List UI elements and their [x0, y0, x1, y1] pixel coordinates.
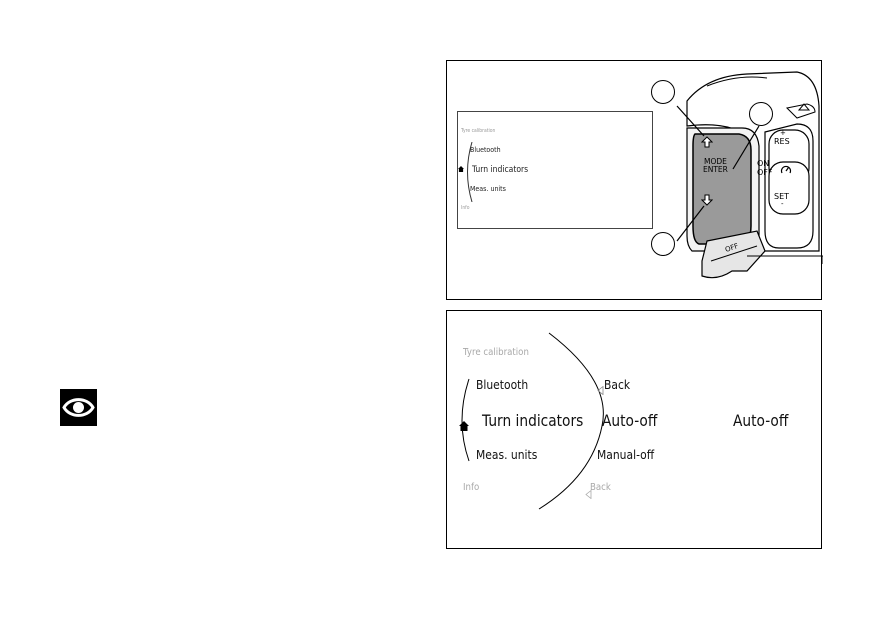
off-label: OFF — [757, 168, 773, 177]
set-sign: - — [781, 200, 784, 208]
menu-back-top[interactable]: Back — [604, 377, 631, 392]
menu-screen — [446, 310, 822, 549]
set-label: SET — [774, 192, 790, 201]
callout-badge-1 — [651, 80, 675, 104]
mini-item-meas-units: Meas. units — [470, 185, 506, 193]
on-label: ON — [757, 159, 770, 168]
back-arrow-icon — [597, 380, 604, 399]
on-off-label — [757, 159, 773, 177]
switchgear-drawing — [647, 66, 823, 298]
mini-item-info: Info — [461, 205, 470, 211]
menu-item-info[interactable]: Info — [463, 482, 480, 493]
menu-item-tyre-calibration[interactable]: Tyre calibration — [463, 347, 529, 358]
arrow-up-icon — [701, 133, 713, 152]
display-preview — [457, 111, 653, 229]
mode-label: MODE — [704, 157, 727, 166]
res-sign: + — [780, 129, 786, 137]
menu-item-meas-units[interactable]: Meas. units — [476, 447, 538, 462]
eye-icon — [60, 389, 97, 426]
callout-badge-2 — [749, 102, 773, 126]
confirmed-auto-off: Auto-off — [733, 411, 789, 430]
mini-item-turn-indicators: Turn indicators — [472, 165, 529, 175]
arrow-down-icon — [701, 191, 713, 210]
mini-arc — [463, 142, 473, 202]
menu-item-turn-indicators[interactable]: Turn indicators — [482, 411, 584, 430]
menu-item-bluetooth[interactable]: Bluetooth — [476, 377, 529, 392]
enter-label: ENTER — [703, 165, 728, 174]
callout-badge-3 — [651, 232, 675, 256]
res-label: RES — [774, 137, 790, 146]
mini-item-bluetooth: Bluetooth — [470, 146, 501, 154]
dimmer-off-label: OFF — [724, 242, 740, 254]
menu-back-bottom[interactable]: Back — [590, 482, 611, 493]
controls-illustration — [446, 60, 822, 300]
submenu-manual-off[interactable]: Manual-off — [597, 447, 655, 462]
mini-item-tyre: Tyre calibration — [461, 128, 496, 134]
mode-enter-label — [703, 158, 728, 174]
cruise-control-icon — [780, 161, 792, 180]
submenu-auto-off[interactable]: Auto-off — [602, 411, 658, 430]
home-icon — [459, 416, 469, 435]
